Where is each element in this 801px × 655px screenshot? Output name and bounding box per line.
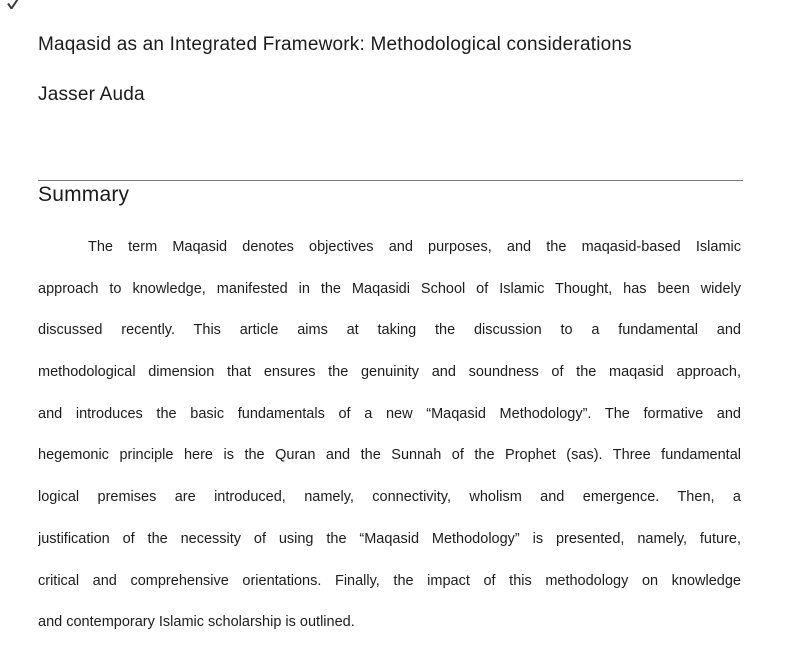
- summary-line: and introduces the basic fundamentals of a new “Maqasid Methodology”. The formative and: [38, 405, 741, 422]
- summary-line: logical premises are introduced, namely, connectivity, wholism and emergence. Then, a: [38, 489, 741, 506]
- summary-line: hegemonic principle here is the Quran and the Sunnah of the Prophet (sas). Three fundamental: [38, 447, 741, 464]
- summary-line: justification of the necessity of using the “Maqasid Methodology” is presented, namely, future,: [38, 530, 741, 547]
- document-title: Maqasid as an Integrated Framework: Methodological considerations: [38, 34, 632, 55]
- summary-line: and contemporary Islamic scholarship is outlined.: [38, 614, 355, 631]
- document-author: Jasser Auda: [38, 84, 145, 105]
- section-heading-summary: Summary: [38, 183, 130, 206]
- summary-line: critical and comprehensive orientations. Finally, the impact of this methodology on knowledge: [38, 572, 741, 589]
- corner-artifact-mark: [7, 0, 19, 9]
- summary-paragraph: [38, 227, 741, 644]
- summary-line: discussed recently. This article aims at taking the discussion to a fundamental and: [38, 322, 741, 339]
- section-divider: [38, 180, 743, 181]
- summary-line: approach to knowledge, manifested in the Maqasidi School of Islamic Thought, has been widely: [38, 280, 741, 297]
- summary-line: The term Maqasid denotes objectives and purposes, and the maqasid-based Islamic: [88, 239, 741, 255]
- summary-line: methodological dimension that ensures the genuinity and soundness of the maqasid approach,: [38, 364, 741, 381]
